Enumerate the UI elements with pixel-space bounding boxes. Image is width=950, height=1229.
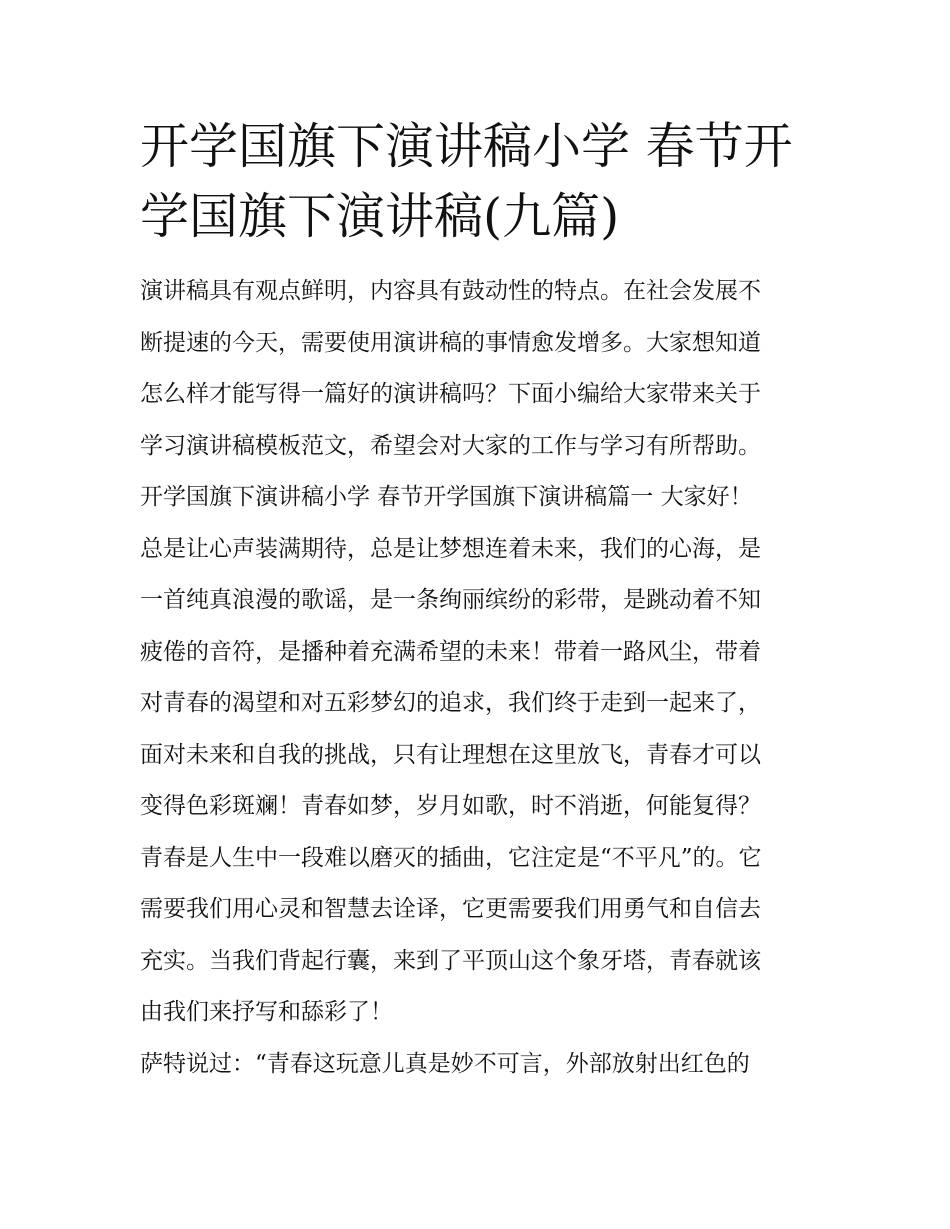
paragraph-body [140, 524, 820, 1039]
paragraph-line: 一首纯真浪漫的歌谣，是一条绚丽缤纷的彩带，是跳动着不知 [140, 587, 761, 613]
paragraph-line: 对青春的渴望和对五彩梦幻的追求，我们终于走到一起来了， [140, 690, 761, 716]
paragraph-line: 面对未来和自我的挑战，只有让理想在这里放飞，青春才可以 [140, 741, 761, 768]
paragraph-line: 萨特说过：“青春这玩意儿真是妙不可言，外部放射出红色的 [140, 1050, 750, 1077]
paragraph-line: 断提速的今天，需要使用演讲稿的事情愈发增多。大家想知道 [140, 329, 761, 356]
title-line: 学国旗下演讲稿(九篇) [140, 188, 620, 245]
paragraph-line: 青春是人生中一段难以磨灭的插曲，它注定是“不平凡”的。它 [140, 844, 762, 871]
document-content [140, 112, 820, 1090]
title-line: 开学国旗下演讲稿小学 春节开 [140, 118, 793, 175]
paragraph-line: 充实。当我们背起行囊，来到了平顶山这个象牙塔，青春就该 [140, 947, 761, 974]
paragraph-line: 开学国旗下演讲稿小学 春节开学国旗下演讲稿篇一 大家好！ [140, 484, 753, 510]
paragraph-line: 怎么样才能写得一篇好的演讲稿吗？下面小编给大家带来关于 [140, 381, 761, 407]
paragraph-line: 演讲稿具有观点鲜明，内容具有鼓动性的特点。在社会发展不 [140, 278, 761, 304]
paragraph-line: 疲倦的音符，是播种着充满希望的未来！带着一路风尘，带着 [140, 638, 761, 665]
paragraph-line: 学习演讲稿模板范文，希望会对大家的工作与学习有所帮助。 [140, 432, 761, 459]
paragraph-line: 需要我们用心灵和智慧去诠译，它更需要我们用勇气和自信去 [140, 896, 761, 922]
paragraph-section-heading [140, 472, 820, 524]
paragraph-line: 变得色彩斑斓！青春如梦，岁月如歌，时不消逝，何能复得？ [140, 793, 761, 819]
document-title [140, 112, 820, 252]
paragraph-line: 由我们来抒写和舔彩了！ [140, 999, 393, 1025]
paragraph-quote [140, 1039, 820, 1091]
paragraph-intro [140, 266, 820, 472]
paragraph-line: 总是让心声装满期待，总是让梦想连着未来，我们的心海，是 [140, 535, 761, 562]
document-body [140, 266, 820, 1090]
